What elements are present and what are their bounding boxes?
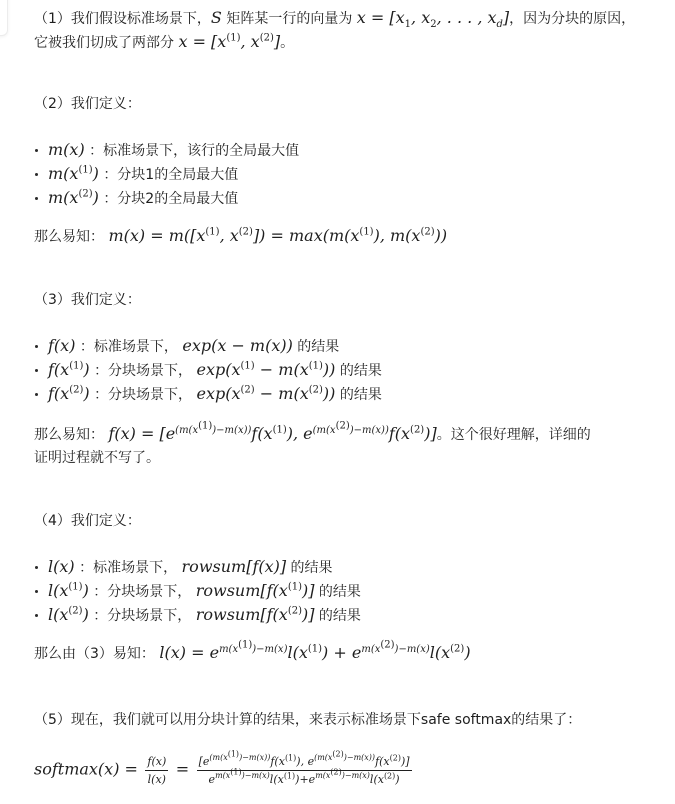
- list-item: l(x) ：标准场景下， rowsum[f(x)] 的结果: [34, 555, 655, 579]
- text: 它被我们切成了两部分: [34, 35, 179, 51]
- list-item: $l(x^{(1)})$ ：分块场景下， $rowsum[f(x^{(1)})]$ 的结果: [34, 579, 655, 603]
- fraction-f-over-l: $\frac{f(x)}{l(x)}$: [147, 755, 167, 786]
- list-item: $m(x^{(2)})$ ：分块2的全局最大值: [34, 186, 655, 210]
- conclusion-formula: $l(x) = e^{m(x^{(1)})-m(x)}l(x^{(1)}) + e^{m(x^{(2)})-m(x)}l(x^{(2)})$: [159, 639, 471, 662]
- section-1-line-1: [34, 6, 655, 30]
- softmax-formula: softmax(x) = $\frac{f(x)}{l(x)}$ = $\frac{[e^{(m(x^{(1)})-m(x))}f(x^{(1)}), e^{(m(x^{(2)})-m(x))}f(x^{(2)})]}{e^{m(x^{(1)})-m(x)}l(x^{(1)})+e^{m(x^{(2)})-m(x)}l(x^{(2)})}$: [34, 749, 410, 786]
- math-S: S: [210, 8, 222, 27]
- list-item: $f(x^{(1)})$ ：分块场景下， $\exp(x^{(1)} - m(x^{(1)}))$ 的结果: [34, 358, 655, 382]
- softmax-lhs: softmax(x) =: [34, 759, 138, 779]
- section-2-conclusion: [34, 224, 655, 248]
- collapsed-side-panel: [0, 0, 8, 36]
- section-3: [34, 288, 655, 470]
- section-2: [34, 92, 655, 248]
- list-item: $m(x^{(1)})$ ：分块1的全局最大值: [34, 162, 655, 186]
- section-3-conclusion: [34, 422, 655, 470]
- conclusion-label: 那么由（3）易知：: [34, 646, 155, 662]
- list-item: m(x) ：标准场景下，该行的全局最大值: [34, 138, 655, 162]
- fraction-expanded: $\frac{[e^{(m(x^{(1)})-m(x))}f(x^{(1)}), e^{(m(x^{(2)})-m(x))}f(x^{(2)})]}{e^{m(x^{(1)})-m(x)}l(x^{(1)})+e^{m(x^{(2)})-m(x)}l(x^{(2)})}$: [198, 749, 410, 786]
- conclusion-label: 那么易知：: [34, 427, 104, 443]
- section-2-heading: （2）我们定义：: [34, 96, 141, 112]
- section-5-heading: （5）现在，我们就可以用分块计算的结果，来表示标准场景下safe softmax的结果了：: [34, 712, 582, 728]
- section-4-conclusion: [34, 641, 655, 665]
- text: 矩阵某一行的向量为: [221, 11, 357, 27]
- text: （1）我们假设标准场景下，: [34, 11, 211, 27]
- conclusion-formula: $f(x) = [e^{(m(x^{(1)})-m(x))}f(x^{(1)})$, $e^{(m(x^{(2)})-m(x))}f(x^{(2)})$]: [108, 420, 437, 443]
- math-vector-x: [356, 8, 510, 31]
- math-split-x: $x = [x^{(1)}$, $x^{(2)}$]: [178, 32, 281, 51]
- section-4-list: [34, 555, 655, 627]
- section-3-list: [34, 334, 655, 406]
- section-5: [34, 708, 655, 787]
- text: 。: [280, 35, 295, 51]
- math-vector-x-render: $x = [x_1$, $x_2$, . . . , $x_d$]: [356, 8, 510, 31]
- list-item: f(x) ：标准场景下， exp(x − m(x)) 的结果: [34, 334, 655, 358]
- list-item: $l(x^{(2)})$ ：分块场景下， $rowsum[f(x^{(2)})]$ 的结果: [34, 603, 655, 627]
- conclusion-formula: $m(x) = m([x^{(1)}$, $x^{(2)}]) = \max(m(x^{(1)})$, $m(x^{(2)})$): [108, 226, 448, 245]
- section-3-conclusion-line-1: [34, 422, 655, 446]
- section-3-heading: （3）我们定义：: [34, 292, 141, 308]
- section-4-heading: （4）我们定义：: [34, 513, 141, 529]
- section-1-line-2: [34, 30, 655, 54]
- section-2-list: [34, 138, 655, 210]
- section-4: [34, 509, 655, 665]
- section-1: [34, 6, 655, 54]
- list-item: $f(x^{(2)})$ ：分块场景下， $\exp(x^{(2)} - m(x^{(2)}))$ 的结果: [34, 382, 655, 406]
- text: 。这个很好理解，详细的: [436, 427, 591, 443]
- conclusion-label: 那么易知：: [34, 229, 104, 245]
- section-3-conclusion-line-2: 证明过程就不写了。: [34, 450, 160, 466]
- text: ，因为分块的原因，: [509, 11, 636, 27]
